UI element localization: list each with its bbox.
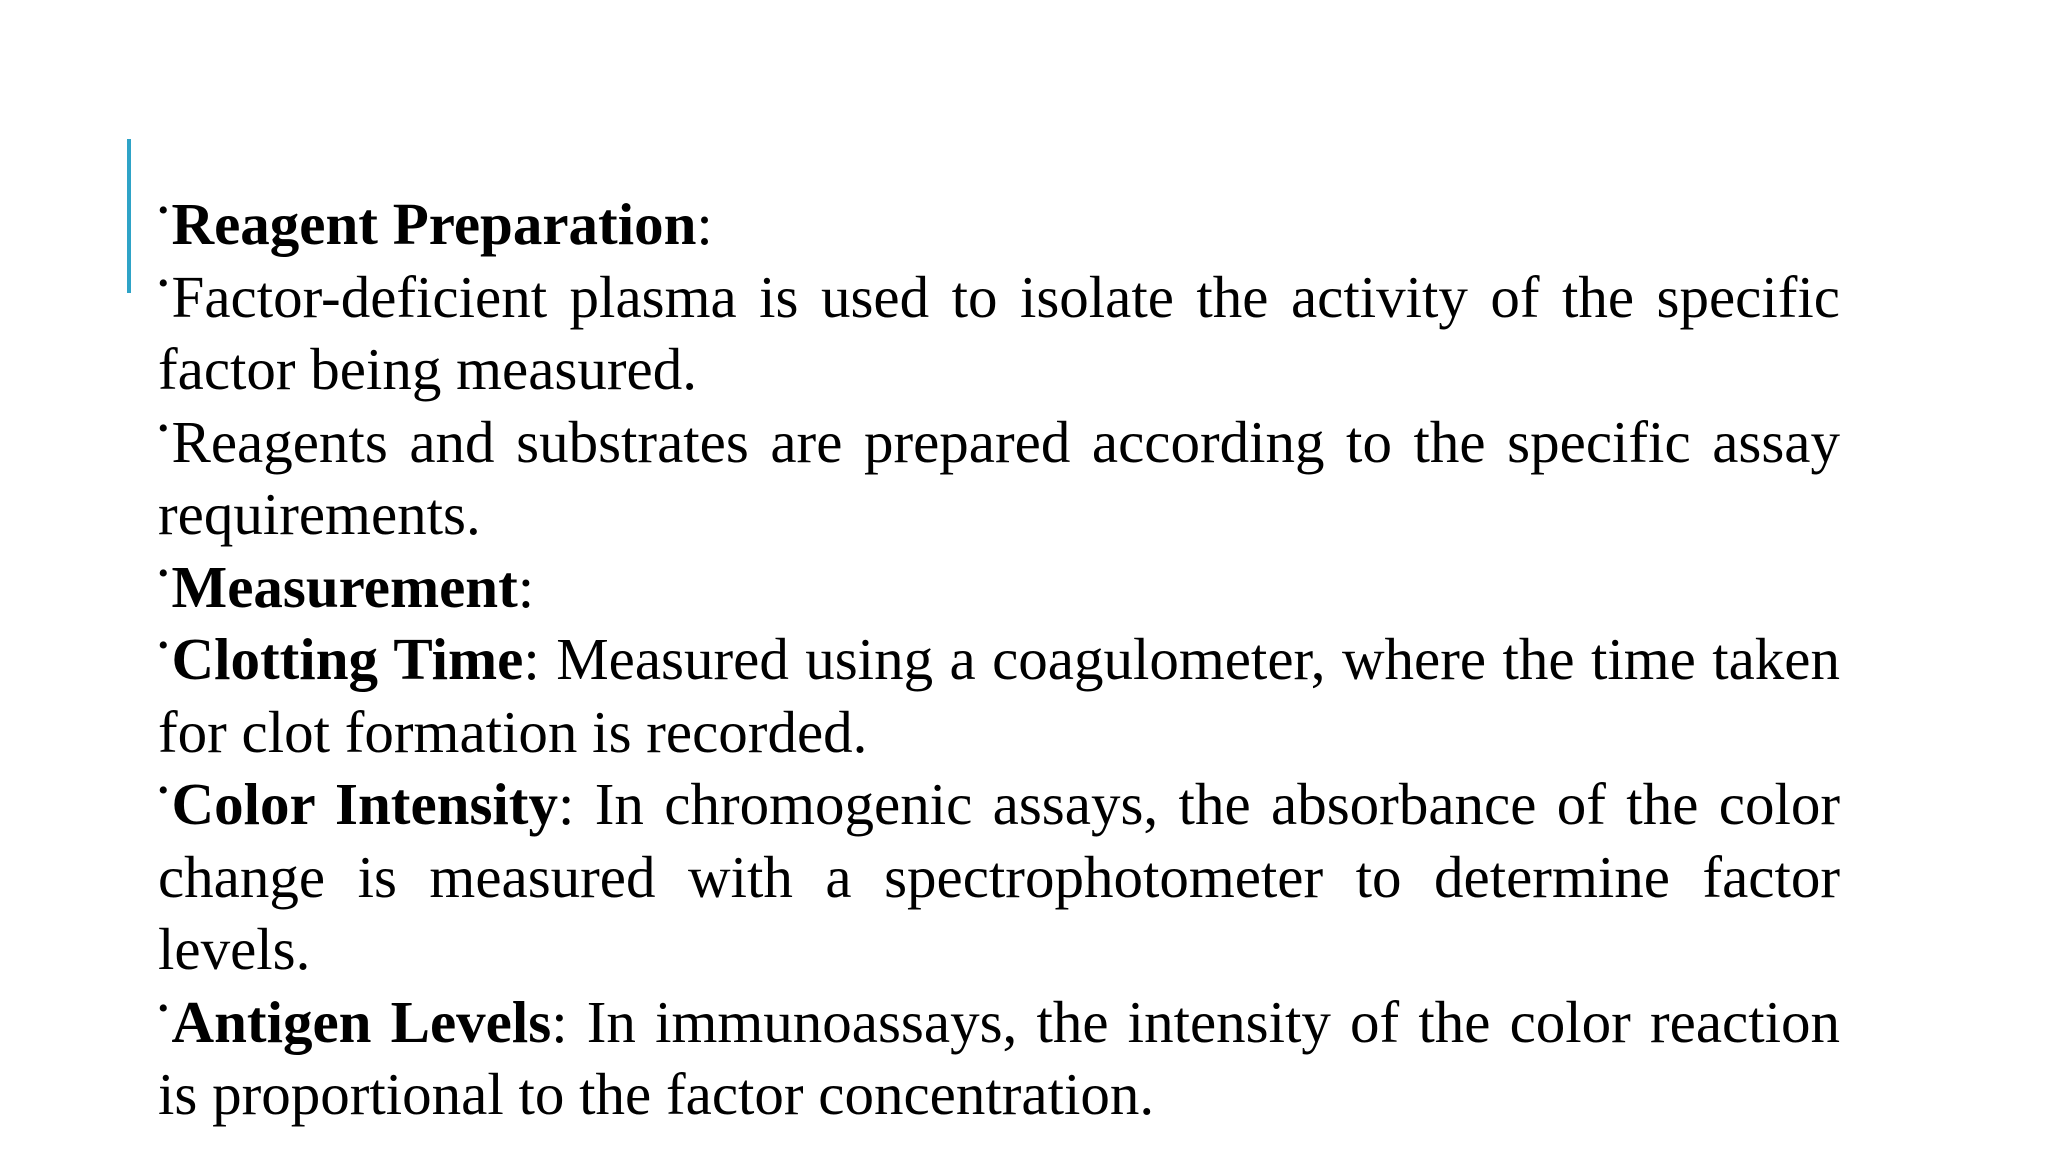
bullet-item-reagents-substrates xyxy=(158,406,1840,551)
bullet-icon: • xyxy=(158,194,169,227)
bullet-item-clotting-time xyxy=(158,623,1840,768)
bullet-item-factor-deficient-plasma xyxy=(158,261,1840,406)
bullet-item-measurement xyxy=(158,551,1840,624)
item-separator: : xyxy=(551,988,568,1055)
item-heading: Measurement xyxy=(171,553,518,620)
item-text: Factor-deficient plasma is used to isolate the activity of the specific factor being measured. xyxy=(158,263,1840,402)
bullet-icon: • xyxy=(158,411,169,445)
item-separator: : xyxy=(557,771,575,837)
item-heading: Reagent Preparation xyxy=(171,191,697,257)
item-heading: Antigen Levels xyxy=(171,988,552,1055)
bullet-icon: • xyxy=(158,774,169,807)
item-heading: Color Intensity xyxy=(171,771,558,837)
item-separator: : xyxy=(696,191,713,257)
item-separator: : xyxy=(517,553,535,620)
item-heading: Clotting Time xyxy=(171,626,524,692)
bullet-icon: • xyxy=(158,556,169,590)
item-text: In chromogenic assays, the absorbance of the color change is measured with a spectrophotometer to determine factor levels. xyxy=(158,771,1840,982)
item-text: In immunoassays, the intensity of the color reaction is proportional to the factor concentration. xyxy=(158,988,1840,1127)
item-text: Reagents and substrates are prepared according to the specific assay requirements. xyxy=(158,408,1840,547)
accent-line xyxy=(127,139,131,293)
content-body xyxy=(158,188,1840,1131)
bullet-icon: • xyxy=(158,629,169,662)
bullet-icon: • xyxy=(158,266,169,300)
item-text: Measured using a coagulometer, where the time taken for clot formation is recorded. xyxy=(158,626,1840,765)
item-separator: : xyxy=(523,626,540,692)
bullet-item-color-intensity xyxy=(158,768,1840,986)
bullet-icon: • xyxy=(158,991,169,1025)
bullet-item-reagent-preparation xyxy=(158,188,1840,261)
bullet-item-antigen-levels xyxy=(158,986,1840,1131)
